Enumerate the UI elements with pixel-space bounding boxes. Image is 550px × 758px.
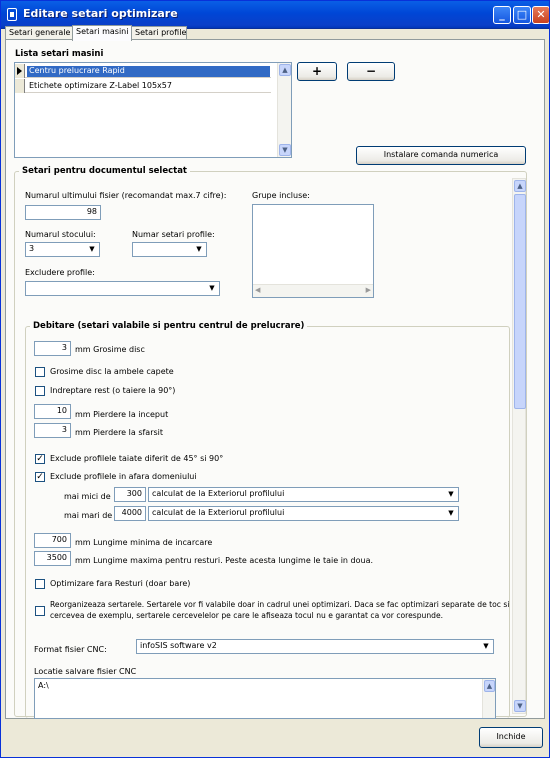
straighten-label: Indreptare rest (o taiere la 90°): [50, 386, 176, 395]
reorganize-label-line1: Reorganizeaza sertarele. Sertarele vor fi valabile doar in cadrul unei optimizari. Daca se fac optimizari separate de toc si: [50, 600, 510, 609]
close-button[interactable]: Inchide: [479, 727, 543, 748]
dropdown-arrow-icon[interactable]: ▼: [479, 640, 493, 653]
cnc-format-label: Format fisier CNC:: [34, 645, 107, 654]
tab-setari-profile[interactable]: Setari profile: [131, 26, 187, 40]
min-load-input[interactable]: 700: [34, 533, 71, 548]
larger-than-input[interactable]: 4000: [114, 506, 146, 521]
groups-hscrollbar[interactable]: [253, 284, 373, 297]
scroll-up-icon[interactable]: ▲: [279, 64, 291, 76]
exclude-range-checkbox[interactable]: ✓: [36, 472, 44, 482]
window-title: Editare setari optimizare: [23, 7, 178, 20]
larger-mode-value: calculat de la Exteriorul profilului: [152, 508, 285, 517]
scroll-up-icon[interactable]: ▲: [484, 680, 495, 692]
larger-than-label: mai mari de: [64, 511, 113, 520]
disc-both-ends-checkbox[interactable]: [35, 367, 45, 377]
app-icon: [7, 8, 17, 21]
scroll-left-icon[interactable]: ◀: [255, 286, 261, 294]
list-item-machine-2[interactable]: [15, 79, 271, 93]
dropdown-arrow-icon[interactable]: ▼: [192, 243, 206, 256]
machine-label-2: Etichete optimizare Z-Label 105x57: [29, 81, 172, 90]
cnc-location-input[interactable]: [34, 678, 496, 719]
smaller-than-label: mai mici de: [64, 492, 111, 501]
minimize-button[interactable]: _: [493, 6, 511, 24]
scroll-up-icon[interactable]: ▲: [514, 180, 526, 192]
last-file-label: Numarul ultimului fisier (recomandat max.7 cifre):: [25, 191, 227, 200]
scroll-down-icon[interactable]: ▼: [514, 700, 526, 712]
groups-list[interactable]: [252, 204, 374, 298]
scroll-right-icon[interactable]: ▶: [365, 286, 371, 294]
smaller-mode-select[interactable]: [148, 487, 459, 502]
exclude-angle-label: Exclude profilele taiate diferit de 45° si 90°: [50, 454, 224, 463]
larger-mode-select[interactable]: [148, 506, 459, 521]
close-window-button[interactable]: ✕: [532, 6, 550, 24]
document-settings-scrollbar[interactable]: [512, 178, 526, 714]
straighten-checkbox[interactable]: [35, 386, 45, 396]
exclude-profiles-label: Excludere profile:: [25, 268, 95, 277]
profile-settings-select[interactable]: [132, 242, 207, 257]
stock-count-value: 3: [29, 244, 35, 253]
list-item-machine-1[interactable]: [15, 64, 271, 78]
cnc-format-value: infoSIS software v2: [140, 641, 217, 650]
exclude-angle-checkbox[interactable]: ✓: [36, 454, 44, 464]
disc-both-ends-label: Grosime disc la ambele capete: [50, 367, 174, 376]
exclude-range-label: Exclude profilele in afara domeniului: [50, 472, 197, 481]
profile-settings-label: Numar setari profile:: [132, 230, 215, 239]
cnc-location-scrollbar[interactable]: [482, 679, 495, 718]
row-marker: [15, 79, 25, 93]
install-cnc-button[interactable]: Instalare comanda numerica: [356, 146, 526, 165]
stock-count-label: Numarul stocului:: [25, 230, 96, 239]
loss-start-input[interactable]: 10: [34, 404, 71, 419]
remove-machine-button[interactable]: −: [347, 62, 395, 81]
cutting-group: [25, 321, 510, 718]
stock-count-select[interactable]: [25, 242, 100, 257]
disc-thickness-label: mm Grosime disc: [75, 345, 145, 354]
row-marker-icon: [15, 64, 25, 78]
exclude-profiles-select[interactable]: [25, 281, 220, 296]
machines-list-title: Lista setari masini: [15, 49, 104, 59]
loss-end-label: mm Pierdere la sfarsit: [75, 428, 164, 437]
tab-setari-generale[interactable]: Setari generale: [5, 26, 73, 40]
max-rest-label: mm Lungime maxima pentru resturi. Peste acesta lungime le taie in doua.: [75, 556, 374, 565]
dropdown-arrow-icon[interactable]: ▼: [85, 243, 99, 256]
machines-list: [14, 62, 292, 158]
cnc-location-value: A:\: [38, 681, 49, 690]
cutting-title: Debitare (setari valabile si pentru centrul de prelucrare): [30, 321, 307, 331]
max-rest-input[interactable]: 3500: [34, 551, 71, 566]
smaller-mode-value: calculat de la Exteriorul profilului: [152, 489, 285, 498]
reorganize-label-line2: cercevea de exemplu, sertarele cercevelelor pe care le afiseaza tocul nu e garantat ca vor corespunde.: [50, 611, 444, 620]
machine-label-1: Centru prelucrare Rapid: [27, 66, 270, 77]
disc-thickness-input[interactable]: 3: [34, 341, 71, 356]
smaller-than-input[interactable]: 300: [114, 487, 146, 502]
maximize-button[interactable]: □: [513, 6, 531, 24]
scroll-thumb[interactable]: [514, 194, 526, 409]
scroll-down-icon[interactable]: ▼: [279, 144, 291, 156]
document-settings-title: Setari pentru documentul selectat: [19, 166, 190, 176]
document-settings-group: [14, 166, 527, 717]
cnc-location-label: Locatie salvare fisier CNC: [34, 667, 137, 676]
tab-setari-masini[interactable]: Setari masini: [72, 25, 132, 41]
no-rest-checkbox[interactable]: [35, 579, 45, 589]
dropdown-arrow-icon[interactable]: ▼: [444, 488, 458, 501]
min-load-label: mm Lungime minima de incarcare: [75, 538, 213, 547]
loss-end-input[interactable]: 3: [34, 423, 71, 438]
footer: [5, 721, 545, 753]
machines-list-scrollbar[interactable]: [277, 63, 291, 157]
groups-label: Grupe incluse:: [252, 191, 310, 200]
tab-page: [5, 39, 545, 719]
dropdown-arrow-icon[interactable]: ▼: [205, 282, 219, 295]
cnc-format-select[interactable]: [136, 639, 494, 654]
loss-start-label: mm Pierdere la inceput: [75, 410, 169, 419]
reorganize-checkbox[interactable]: [35, 606, 45, 616]
last-file-input[interactable]: 98: [25, 205, 101, 220]
dropdown-arrow-icon[interactable]: ▼: [444, 507, 458, 520]
add-machine-button[interactable]: +: [297, 62, 337, 81]
no-rest-label: Optimizare fara Resturi (doar bare): [50, 579, 191, 588]
